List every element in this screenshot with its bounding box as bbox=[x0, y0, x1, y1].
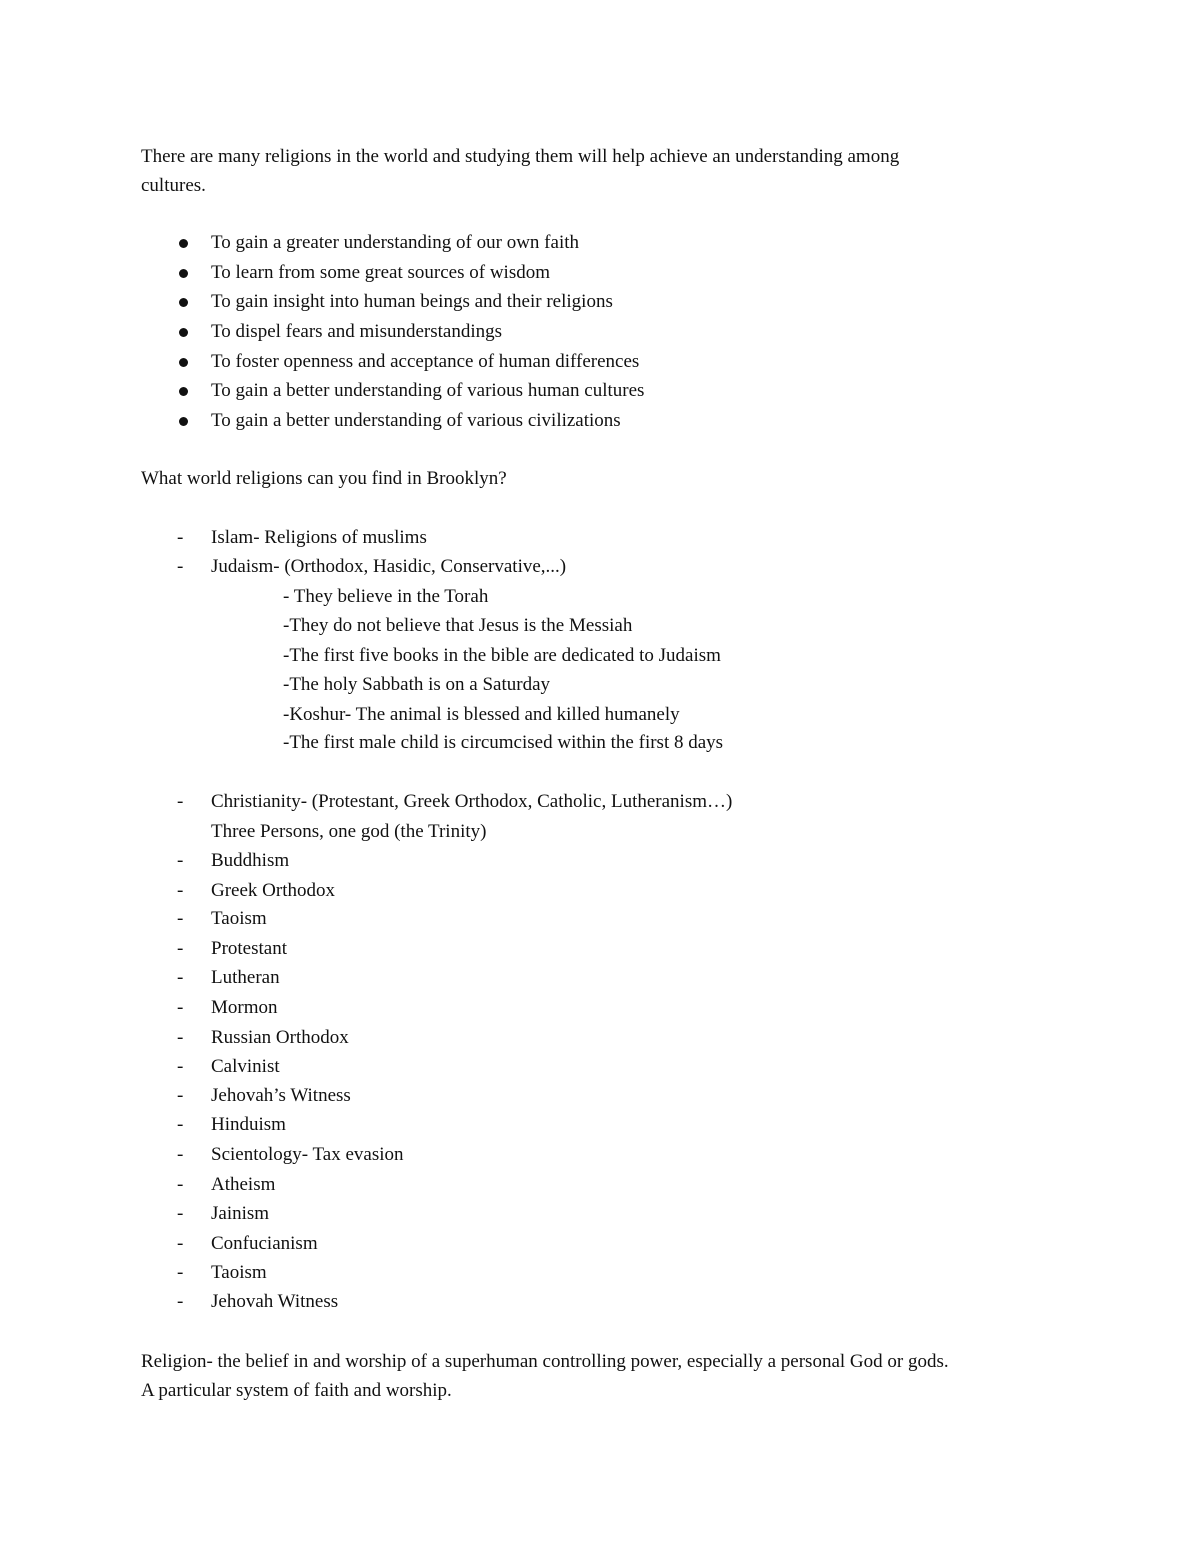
dash-marker: - bbox=[177, 1262, 184, 1283]
reason-item: To foster openness and acceptance of human differences bbox=[211, 351, 640, 372]
definition-line-1: Religion- the belief in and worship of a superhuman controlling power, especially a personal God or gods. bbox=[141, 1351, 949, 1372]
dash-marker: - bbox=[177, 791, 184, 812]
judaism-note: -Koshur- The animal is blessed and killed humanely bbox=[283, 704, 680, 725]
dash-marker: - bbox=[177, 880, 184, 901]
religion-item: Hinduism bbox=[211, 1114, 286, 1135]
dash-marker: - bbox=[177, 1203, 184, 1224]
religion-item: Taoism bbox=[211, 908, 267, 929]
religion-item: Judaism- (Orthodox, Hasidic, Conservative,...) bbox=[211, 556, 567, 577]
dash-marker: - bbox=[177, 938, 184, 959]
question-heading: What world religions can you find in Brooklyn? bbox=[141, 468, 507, 489]
bullet-icon bbox=[179, 358, 188, 367]
dash-marker: - bbox=[177, 1027, 184, 1048]
judaism-note: -The first male child is circumcised within the first 8 days bbox=[283, 732, 724, 753]
reason-item: To gain a greater understanding of our own faith bbox=[211, 232, 579, 253]
religion-item: Confucianism bbox=[211, 1233, 318, 1254]
religion-item: Greek Orthodox bbox=[211, 880, 335, 901]
religion-item: Buddhism bbox=[211, 850, 290, 871]
dash-marker: - bbox=[177, 1144, 184, 1165]
intro-line-1: There are many religions in the world and studying them will help achieve an understanding among bbox=[141, 146, 900, 167]
religion-item: Scientology- Tax evasion bbox=[211, 1144, 404, 1165]
dash-marker: - bbox=[177, 1174, 184, 1195]
religion-item: Calvinist bbox=[211, 1056, 280, 1077]
dash-marker: - bbox=[177, 1056, 184, 1077]
religion-item: Protestant bbox=[211, 938, 287, 959]
religion-item: Atheism bbox=[211, 1174, 276, 1195]
religion-item: Jainism bbox=[211, 1203, 270, 1224]
bullet-icon bbox=[179, 298, 188, 307]
reason-item: To learn from some great sources of wisdom bbox=[211, 262, 550, 283]
bullet-icon bbox=[179, 239, 188, 248]
religion-item: Mormon bbox=[211, 997, 278, 1018]
bullet-icon bbox=[179, 328, 188, 337]
bullet-icon bbox=[179, 387, 188, 396]
judaism-note: -The holy Sabbath is on a Saturday bbox=[283, 674, 551, 695]
reason-item: To dispel fears and misunderstandings bbox=[211, 321, 503, 342]
dash-marker: - bbox=[177, 527, 184, 548]
dash-marker: - bbox=[177, 997, 184, 1018]
reason-item: To gain insight into human beings and their religions bbox=[211, 291, 613, 312]
religion-item: Taoism bbox=[211, 1262, 267, 1283]
dash-marker: - bbox=[177, 556, 184, 577]
dash-marker: - bbox=[177, 1233, 184, 1254]
dash-marker: - bbox=[177, 1114, 184, 1135]
definition-line-2: A particular system of faith and worship. bbox=[141, 1380, 452, 1401]
reason-item: To gain a better understanding of various civilizations bbox=[211, 410, 621, 431]
religion-item: Lutheran bbox=[211, 967, 280, 988]
judaism-note: -The first five books in the bible are dedicated to Judaism bbox=[283, 645, 721, 666]
bullet-icon bbox=[179, 417, 188, 426]
christianity-note: Three Persons, one god (the Trinity) bbox=[211, 821, 487, 842]
bullet-icon bbox=[179, 269, 188, 278]
dash-marker: - bbox=[177, 850, 184, 871]
religion-item: Christianity- (Protestant, Greek Orthodox, Catholic, Lutheranism…) bbox=[211, 791, 733, 812]
reason-item: To gain a better understanding of various human cultures bbox=[211, 380, 645, 401]
religion-item: Jehovah Witness bbox=[211, 1291, 339, 1312]
intro-line-2: cultures. bbox=[141, 175, 206, 196]
religion-item: Russian Orthodox bbox=[211, 1027, 349, 1048]
judaism-note: - They believe in the Torah bbox=[283, 586, 489, 607]
religion-item: Islam- Religions of muslims bbox=[211, 527, 427, 548]
dash-marker: - bbox=[177, 967, 184, 988]
religion-item: Jehovah’s Witness bbox=[211, 1085, 351, 1106]
dash-marker: - bbox=[177, 908, 184, 929]
dash-marker: - bbox=[177, 1291, 184, 1312]
dash-marker: - bbox=[177, 1085, 184, 1106]
judaism-note: -They do not believe that Jesus is the Messiah bbox=[283, 615, 633, 636]
